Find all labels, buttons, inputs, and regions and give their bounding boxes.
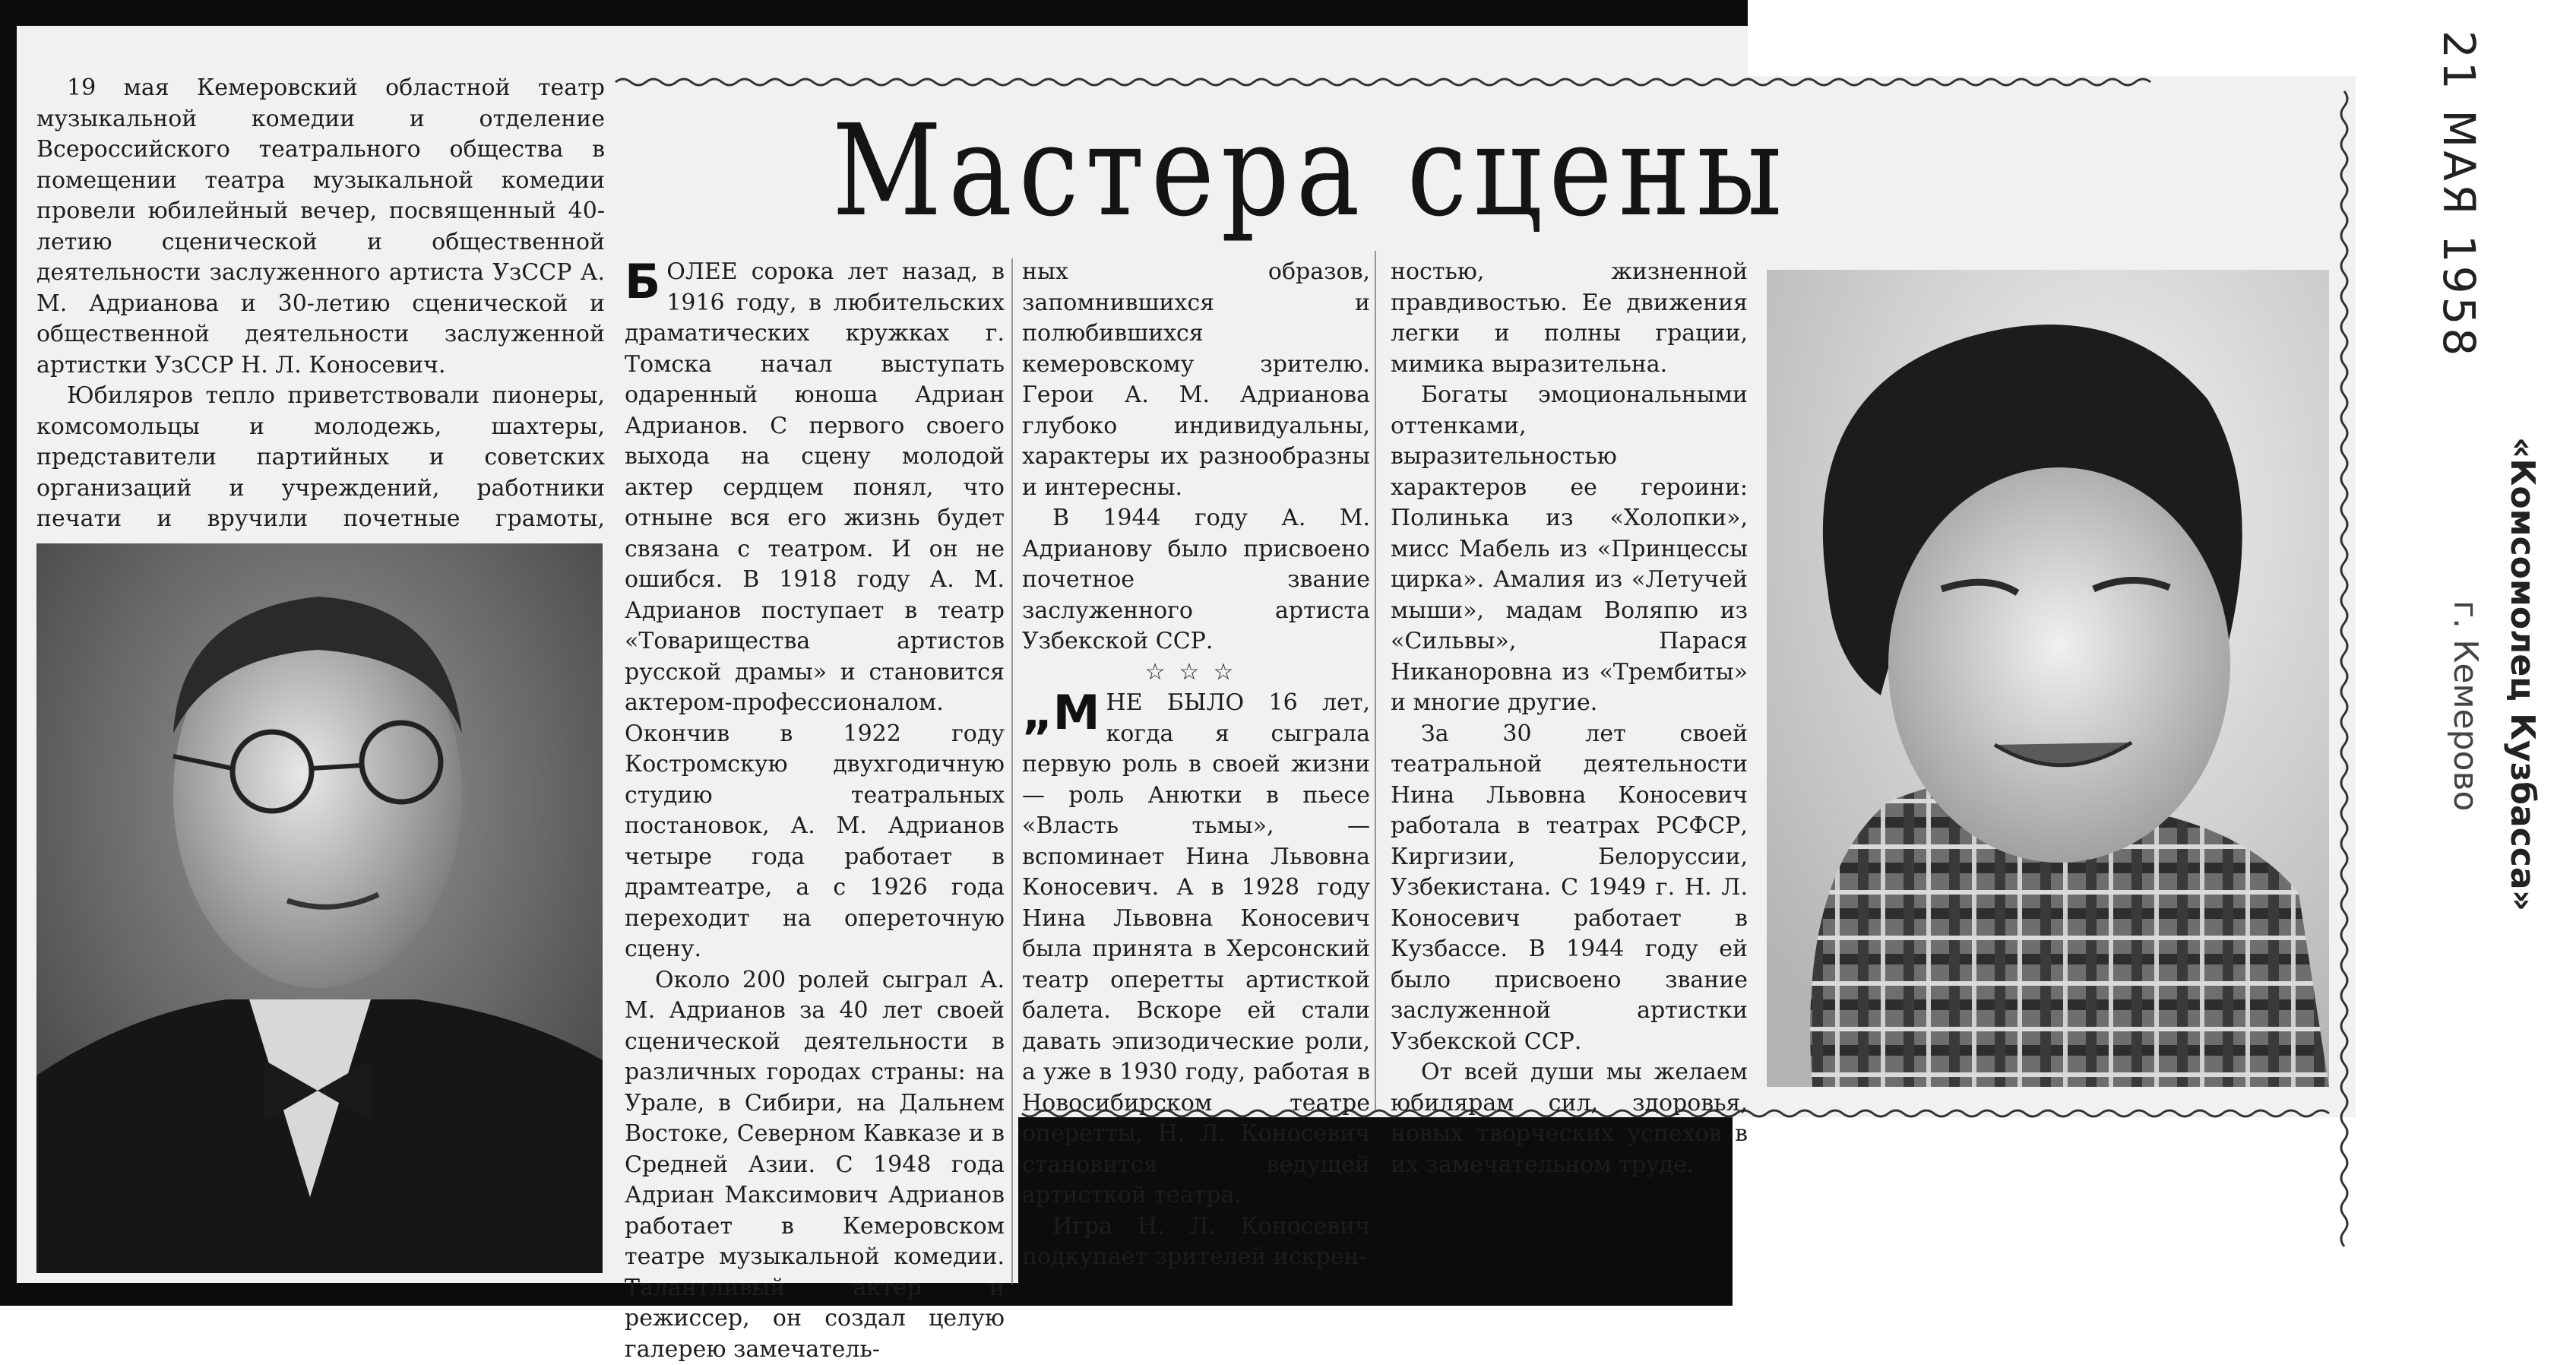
- section-stars: ☆☆☆: [1022, 657, 1370, 689]
- newspaper-name: «Комсомолец Кузбасса»: [2503, 437, 2542, 911]
- column-3-paragraph-4: От всей души мы желаем юбилярам сил, здоровья, новых творческих успехов в их замечательном труде.: [1391, 1057, 1748, 1180]
- city-note: г. Кемерово: [2446, 600, 2485, 811]
- portrait-konosevich: [1767, 270, 2329, 1087]
- date-stamp: 21 МАЯ 1958: [2433, 30, 2485, 359]
- portrait-adrianov-drawing: [36, 543, 603, 1273]
- column-1-lead-text: ОЛЕЕ сорока лет назад, в 1916 году, в любительских драматических кружках г. Томска начал выступать одаренный юноша Адриан Адрианов. С первого своего выхода на сцену молодой актер сердцем понял, что отныне вся его жизнь будет связана с театром. И он не ошибся. В 1918 году А. М. Адрианов поступает в театр «Товарищества артистов русской драмы» и становится актером-профессионалом. Окончив в 1922 году Костромскую двухгодичную студию театральных постановок, А. М. Адрианов четыре года работает в драмтеатре, а с 1926 года переходит на опереточную сцену.: [625, 258, 1005, 962]
- column-3-paragraph-1: ностью, жизненной правдивостью. Ее движения легки и полны грации, мимика выразительна.: [1391, 257, 1748, 380]
- scan-background-top: [0, 0, 1748, 26]
- article-column-3: [1391, 257, 1748, 1180]
- column-2-paragraph-3: Игра Н. Л. Коносевич подкупает зрителей искрен-: [1022, 1211, 1370, 1273]
- column-2-lead-text: НЕ БЫЛО 16 лет, когда я сыграла первую роль в своей жизни — роль Анютки в пьесе «Власть тьмы», — вспоминает Нина Львовна Коносевич. А в 1928 году Нина Львовна Коносевич была принята в Херсонский театр оперетты артисткой балета. Вскоре ей стали давать эпизодические роли, а уже в 1930 году, работая в Новосибирском театре оперетты, Н. Л. Коносевич становится ведущей артисткой театра.: [1022, 689, 1370, 1208]
- intro-text: [36, 73, 605, 565]
- intro-paragraph-2: Юбиляров тепло приветствовали пионеры, комсомольцы и молодежь, шахтеры, представители партийных и советских организаций и учреждений, работники печати и вручили почетные грамоты,: [36, 381, 605, 565]
- scan-background-left: [0, 0, 17, 1306]
- portrait-adrianov: [36, 543, 603, 1273]
- drop-cap-m: „М: [1022, 689, 1100, 736]
- column-3-paragraph-2: Богаты эмоциональными оттенками, выразительностью характеров ее героини: Полинька из «Холопки», мисс Мабель из «Принцессы цирка». Амалия из «Летучей мыши», мадам Воляпю из «Сильвы», Парася Никаноровна из «Трембиты» и многие другие.: [1391, 380, 1748, 719]
- column-1-paragraph-2: Около 200 ролей сыграл А. М. Адрианов за 40 лет своей сценической деятельности в различных городах страны: на Урале, в Сибири, на Дальнем Востоке, Северном Кавказе и в Средней Азии. С 1948 года Адриан Максимович Адрианов работает в Кемеровском театре музыкальной комедии. Талантливый актер и режиссер, он создал целую галерею замечатель-: [625, 965, 1005, 1365]
- column-3-paragraph-3: За 30 лет своей театральной деятельности Нина Львовна Коносевич работала в театрах РСФСР, Киргизии, Белоруссии, Узбекистана. С 1949 г. Н. Л. Коносевич работает в Кузбассе. В 1944 году ей было присвоено звание заслуженной артистки Узбекской ССР.: [1391, 719, 1748, 1058]
- article-column-2: [1022, 257, 1370, 1273]
- article-column-1: [625, 257, 1005, 1365]
- drop-cap-b: Б: [625, 258, 660, 306]
- intro-paragraph-1: 19 мая Кемеровский областной театр музыкальной комедии и отделение Всероссийского театрального общества в помещении театра музыкальной комедии провели юбилейный вечер, посвященный 40-летию сценической и общественной деятельности заслуженного артиста УзССР А. М. Адрианова и 30-летию сценической и общественной деятельности заслуженной артистки УзССР Н. Л. Коносевич.: [36, 73, 605, 381]
- portrait-konosevich-drawing: [1767, 270, 2329, 1087]
- column-2-paragraph-2: В 1944 году А. М. Адрианову было присвоено почетное звание заслуженного артиста Узбекской ССР.: [1022, 503, 1370, 657]
- headline: Мастера сцены: [832, 105, 1950, 238]
- column-1-lead: [625, 257, 1005, 965]
- column-2-lead: [1022, 688, 1370, 1211]
- column-2-paragraph-1: ных образов, запомнившихся и полюбившихся кемеровскому зрителю. Герои А. М. Адрианова глубоко индивидуальны, характеры их разнообразны и интересны.: [1022, 257, 1370, 503]
